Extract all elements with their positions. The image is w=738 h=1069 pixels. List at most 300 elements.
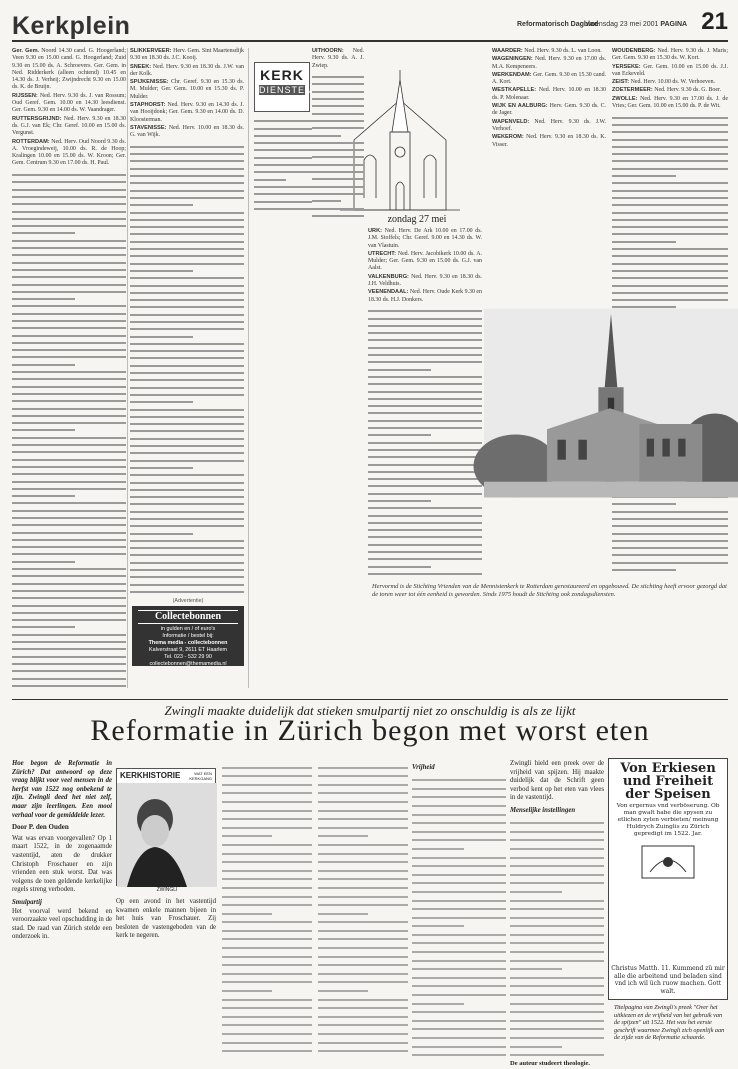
text-line (254, 159, 312, 166)
text-line (318, 966, 408, 975)
column-divider (127, 48, 128, 688)
text-line (130, 513, 244, 520)
article-column-2 (116, 898, 216, 1058)
text-line (412, 953, 506, 962)
text-line (12, 592, 126, 599)
text-line (222, 760, 312, 769)
text-line (412, 876, 506, 885)
historie-title: KERKHISTORIE (117, 769, 215, 783)
entry-text: Ger. Gem. 10.00 en 15.00 ds. J.J. van Eckeveld. (612, 63, 728, 77)
text-line (368, 480, 482, 487)
text-line (130, 352, 244, 359)
text-line (222, 829, 272, 838)
advert-line: Thema media - collectebonnen (148, 640, 228, 646)
text-line (612, 133, 728, 140)
listing-entry (368, 274, 482, 289)
text-line (318, 1018, 408, 1027)
text-line (130, 549, 244, 556)
text-line (312, 122, 364, 129)
text-line (222, 777, 312, 786)
entry-place: WOUDENBERG: (612, 48, 656, 54)
text-line (318, 1026, 408, 1035)
text-line (312, 93, 364, 100)
photo-caption: Hervormd is de Stichting Vrienden van de Mennistenkerk te Rotterdam gerestaureerd en opgebouwd. De stichting heeft ervoor gezorgd dat de toren weer tot één eenheid is geworden. Sinds 1975 houdt de Stichting ook zondagsdiensten. (372, 583, 727, 598)
text-line (130, 257, 244, 264)
entry-place: WEKEROM: (492, 134, 524, 141)
text-line (130, 571, 244, 578)
text-line (510, 927, 604, 936)
text-line (130, 243, 244, 250)
church-photo (484, 228, 738, 578)
text-line (130, 199, 193, 206)
text-line (12, 264, 126, 271)
text-line (412, 902, 506, 911)
text-line (130, 301, 244, 308)
text-line (312, 166, 364, 173)
entry-text: Ned. Herv. 9.30 en 17.00 ds. J. de Vries; Ger. Gem. 10.00 en 15.00 ds. P. de Wit. (612, 95, 728, 110)
text-line (222, 863, 312, 872)
text-line (312, 158, 364, 165)
text-line (412, 867, 506, 876)
text-line (222, 906, 272, 915)
text-line (12, 198, 126, 205)
text-line (12, 658, 126, 665)
text-line (510, 841, 604, 850)
text-line (130, 316, 244, 323)
text-line (318, 880, 408, 889)
text-line (318, 872, 408, 881)
text-line (318, 1001, 408, 1010)
listing-entry (368, 251, 482, 273)
text-line (12, 680, 126, 687)
text-line (312, 71, 364, 78)
text-line (318, 794, 408, 803)
text-line (130, 520, 244, 527)
text-line (312, 115, 364, 122)
text-line (318, 949, 408, 958)
text-line (12, 380, 126, 387)
text-line (130, 192, 244, 199)
listing-text-block (254, 115, 312, 210)
listing-entry (612, 48, 728, 63)
text-line (130, 476, 244, 483)
listing-entry (492, 87, 606, 102)
text-line (12, 322, 126, 329)
text-line (412, 962, 506, 971)
entry-place: YERSEKE: (612, 63, 641, 70)
listing-entry (612, 96, 728, 111)
publication-name: Reformatorisch Dagblad (517, 21, 599, 28)
listing-entry (130, 48, 244, 63)
text-line (130, 345, 244, 352)
text-line (368, 378, 482, 385)
article-author-note: De auteur studeert theologie. (510, 1060, 591, 1068)
listing-entry (368, 228, 482, 250)
text-line (130, 440, 244, 447)
text-line (12, 256, 126, 263)
text-line (130, 228, 244, 235)
advert-title: Collectebonnen (138, 610, 238, 624)
text-line (368, 312, 482, 319)
entry-text: Ned. Herv. 10.00 en 18.30 ds. G. van Wijk. (130, 124, 244, 139)
entry-place: WAPENVELD: (492, 118, 530, 125)
text-line (318, 777, 408, 786)
text-line (368, 327, 482, 334)
listing-entry (492, 103, 606, 118)
entry-place: WAGENINGEN: (492, 56, 533, 63)
listing-entry (130, 125, 244, 140)
text-line (510, 910, 604, 919)
entry-text: Ned. Herv. Oude Kerk 9.30 en 18.30 ds. H.J. Donkers. (368, 289, 482, 303)
listing-entry (312, 48, 364, 70)
text-line (412, 807, 506, 816)
portrait-caption: ZWINGLI (156, 887, 178, 893)
article-text-block (318, 760, 408, 1052)
historie-subtitle: WAT EEN KERKGANG (189, 771, 212, 781)
text-line (412, 824, 506, 833)
text-line (318, 769, 408, 778)
listing-entry (492, 56, 606, 71)
text-line (312, 180, 364, 187)
text-line (312, 210, 364, 217)
entry-place: SNEEK: (130, 63, 152, 70)
entry-text: Ned. Herv. 10.00 ds. W. Verhoeven. (630, 79, 715, 86)
entry-text: Noord 14.30 cand. G. Hoogerland; Veen 9.30 en 15.00 cand. G. Hoogerland; Zuid 9.30 en 15.00 ds. A. Schroevers. Ger. Gem. in Ned. Ridderkerk (alleen ochtend) 10.45 en 14.30 ds. J. Verheij; Zwijndrecht 9.30 en 15.00 ds. K. de Bruijn. (12, 48, 126, 91)
text-line (412, 936, 506, 945)
text-line (412, 773, 506, 782)
entry-text: Ned. Herv. 9.30 en 17.00 ds. M.A. Kempeneers. (492, 56, 606, 70)
text-line (612, 214, 728, 221)
advert-line: Kalverstraat 9, 2611 ET Haarlem (148, 647, 227, 653)
text-line (368, 546, 482, 553)
listing-text-block (130, 141, 244, 593)
text-line (130, 491, 244, 498)
article-top-rule (12, 699, 728, 700)
text-line (412, 1030, 506, 1039)
text-line (130, 250, 244, 257)
text-line (412, 841, 464, 850)
text-line (368, 531, 482, 538)
text-line (510, 1022, 604, 1031)
text-line (222, 1009, 312, 1018)
entry-text: Ned. Herv. 9.30 en 18.30 ds. J.W. van der Kolk. (130, 63, 244, 77)
text-line (130, 141, 244, 148)
text-line (12, 548, 126, 555)
text-line (12, 220, 126, 227)
text-line (222, 1035, 312, 1044)
article-byline: Door P. den Ouden (12, 823, 69, 832)
text-line (368, 458, 482, 465)
article-subhead: Vrijheid (412, 764, 435, 771)
text-line (130, 556, 244, 563)
listing-entry (12, 116, 126, 138)
entry-place: UITHOORN: (312, 48, 344, 54)
text-line (612, 126, 728, 133)
text-line (12, 468, 126, 475)
text-line (254, 166, 312, 173)
text-line (222, 889, 312, 898)
text-line (130, 411, 244, 418)
text-line (510, 996, 604, 1005)
text-line (318, 837, 408, 846)
text-line (510, 1030, 604, 1039)
text-line (368, 400, 482, 407)
text-line (222, 1026, 312, 1035)
listing-column-6 (492, 48, 606, 226)
text-line (612, 141, 728, 148)
text-line (12, 461, 126, 468)
text-line (368, 349, 482, 356)
listing-entry (612, 64, 728, 79)
text-line (312, 195, 341, 202)
listing-entry (612, 79, 728, 86)
text-line (130, 155, 244, 162)
collectebonnen-advert (132, 606, 244, 666)
text-line (222, 837, 312, 846)
article-subhead: Smulpartij (12, 898, 42, 906)
article-text-block (510, 816, 604, 1057)
text-line (368, 334, 482, 341)
text-line (412, 1022, 506, 1031)
text-line (130, 148, 244, 155)
text-line (412, 1013, 506, 1022)
text-line (510, 1005, 604, 1014)
text-line (368, 466, 482, 473)
text-line (318, 760, 408, 769)
entry-text: Ned. Herv. 9.30 ds. J.W. Verhoef. (492, 118, 606, 132)
text-line (12, 599, 126, 606)
logo-word-kerk: KERK (260, 67, 304, 83)
text-line (312, 202, 364, 209)
listing-entry (130, 79, 244, 101)
text-line (318, 855, 408, 864)
text-line (12, 519, 126, 526)
text-line (222, 915, 312, 924)
text-line (254, 203, 312, 210)
text-line (510, 902, 604, 911)
article-paragraph: Het voorval werd bekend en veroorzaakte veel opschudding in de stad. De raad van Zürich stelde een onderzoek in. (12, 907, 112, 941)
text-line (12, 585, 126, 592)
section-title: Kerkplein (12, 12, 131, 40)
text-line (368, 407, 482, 414)
text-line (130, 338, 244, 345)
text-line (12, 431, 126, 438)
text-line (12, 307, 126, 314)
text-line (130, 170, 244, 177)
entry-text: Ned. Herv. Oud Noord 9.30 ds. A. Vroegindeweij, 10.00 ds. R. de Hoop; Kralingen 10.00 en 15.00 ds. W. Kroon; Ger. Gem. Centrum 9.30 en 17.00 ds. H. Paul. (12, 138, 126, 167)
text-line (312, 100, 364, 107)
masthead-date-line (586, 21, 687, 28)
text-line (130, 177, 244, 184)
text-line (510, 884, 562, 893)
entry-text: Ger. Gem. 9.30 en 15.30 cand. A. Kort. (492, 71, 606, 86)
text-line (222, 983, 272, 992)
article-column-6 (510, 760, 604, 1068)
text-line (368, 371, 482, 378)
listing-entry (130, 102, 244, 124)
text-line (368, 560, 431, 567)
text-line (130, 308, 244, 315)
text-line (12, 446, 126, 453)
page-masthead (12, 8, 728, 42)
entry-place: WAARDER: (492, 48, 523, 54)
article-column-1 (12, 760, 112, 1060)
article-paragraph: Wat was ervan voorgevallen? Op 1 maart 1522, in de zogenaamde vastentijd, aten de drukker Christoph Froschauer en zijn vrienden een stuk worst. Dat was volgens de toen geldende kerkelijke regels streng verboden. (12, 834, 112, 894)
text-line (312, 78, 364, 85)
text-line (130, 469, 244, 476)
text-line (510, 979, 604, 988)
text-line (12, 607, 126, 614)
text-line (254, 188, 312, 195)
text-line (222, 1018, 312, 1027)
text-line (222, 803, 312, 812)
text-line (222, 1001, 312, 1010)
text-line (368, 517, 482, 524)
text-line (130, 462, 193, 469)
text-line (12, 555, 75, 562)
text-line (612, 206, 728, 213)
article-paragraph: Zwingli hield een preek over de vrijheid van spijzen. Hij maakte duidelijk dat de Schrift geen verbod kent op het eten van vlees in de vastentijd. (510, 760, 604, 802)
text-line (12, 534, 126, 541)
woodcut-title-page (608, 758, 728, 1000)
entry-place: Ger. Gem. (12, 48, 40, 54)
text-line (254, 115, 312, 122)
text-line (510, 1039, 562, 1048)
text-line (412, 816, 506, 825)
text-line (12, 344, 126, 351)
text-line (412, 1039, 506, 1048)
listing-entry (368, 289, 482, 304)
text-line (510, 893, 604, 902)
text-line (318, 1035, 408, 1044)
text-line (130, 454, 244, 461)
entry-text: Ned. Herv. 9.30 ds. J. Maris; Ger. Gem. 9.30 en 15.30 ds. W. Kort. (612, 48, 728, 62)
text-line (12, 293, 75, 300)
text-line (12, 169, 126, 176)
entry-text: Herv. Gem. Sint Maartensdijk 9.30 en 18.30 ds. J.C. Kooij. (130, 48, 244, 62)
text-line (12, 512, 126, 519)
text-line (130, 425, 244, 432)
text-line (130, 542, 244, 549)
entry-text: Ned. Herv. De Ark 10.00 en 17.00 ds. J.M. Stoffels; Chr. Geref. 9.00 en 14.30 ds. W. van Vlastuin. (368, 228, 482, 249)
text-line (612, 199, 728, 206)
text-line (12, 242, 126, 249)
text-line (510, 833, 604, 842)
entry-place: ZOETERMEER: (612, 87, 653, 94)
entry-place: RUTTERSGRIJND: (12, 115, 62, 122)
entry-text: Ned. Herv. 9.30 ds. A. J. Zwiep. (312, 48, 364, 69)
text-line (510, 859, 604, 868)
advert-email-link[interactable]: collectebonnen@themamedia.nl (149, 661, 227, 667)
listing-entry (492, 134, 606, 149)
text-line (368, 341, 482, 348)
kerkhistorie-box (116, 768, 216, 886)
entry-place: ZWOLLE: (612, 95, 638, 102)
zwingli-portrait (117, 783, 217, 887)
text-line (130, 330, 193, 337)
text-line (222, 769, 312, 778)
text-line (12, 424, 75, 431)
text-line (222, 880, 312, 889)
text-line (222, 975, 312, 984)
text-line (130, 578, 244, 585)
text-line (412, 970, 506, 979)
text-line (130, 162, 244, 169)
text-line (412, 927, 506, 936)
text-line (612, 155, 728, 162)
text-line (130, 418, 244, 425)
text-line (368, 451, 482, 458)
text-line (510, 919, 604, 928)
text-line (130, 206, 244, 213)
text-line (12, 665, 126, 672)
listing-entry (492, 48, 606, 55)
text-line (12, 475, 126, 482)
text-line (12, 497, 126, 504)
text-line (254, 173, 286, 180)
listing-column-3 (254, 115, 312, 215)
text-line (412, 833, 506, 842)
text-line (368, 320, 482, 327)
text-line (130, 184, 244, 191)
text-line (12, 636, 126, 643)
text-line (12, 643, 126, 650)
text-line (312, 129, 341, 136)
listing-column-2 (130, 48, 244, 594)
text-line (130, 403, 244, 410)
text-line (510, 962, 562, 971)
text-line (222, 855, 312, 864)
text-line (222, 923, 312, 932)
text-line (510, 953, 604, 962)
text-line (318, 803, 408, 812)
text-line (12, 278, 126, 285)
text-line (12, 351, 126, 358)
text-line (12, 337, 126, 344)
text-line (412, 884, 506, 893)
text-line (12, 563, 126, 570)
text-line (222, 898, 312, 907)
text-line (318, 958, 408, 967)
text-line (368, 487, 482, 494)
text-line (12, 373, 126, 380)
text-line (12, 417, 126, 424)
text-line (412, 996, 464, 1005)
text-line (12, 483, 126, 490)
text-line (318, 992, 408, 1001)
page-label: PAGINA (660, 21, 688, 28)
text-line (318, 915, 408, 924)
listing-column-4 (312, 48, 364, 224)
text-line (12, 271, 126, 278)
listing-entry (12, 139, 126, 168)
text-line (318, 983, 368, 992)
entry-place: VALKENBURG: (368, 273, 409, 280)
advert-line: Tel. 023 - 532 29 90 (164, 654, 212, 660)
entry-place: URK: (368, 228, 382, 234)
text-line (612, 119, 728, 126)
text-line (368, 444, 482, 451)
text-line (12, 388, 126, 395)
text-line (312, 144, 364, 151)
entry-place: STAVENISSE: (130, 124, 167, 131)
text-line (368, 363, 431, 370)
text-line (12, 176, 126, 183)
text-line (130, 498, 244, 505)
text-line (12, 227, 75, 234)
text-line (12, 570, 126, 577)
entry-text: Chr. Geref. 9.30 en 15.30 ds. M. Mulder; Ger. Gem. 10.00 en 15.30 ds. P. Mulder. (130, 79, 244, 100)
